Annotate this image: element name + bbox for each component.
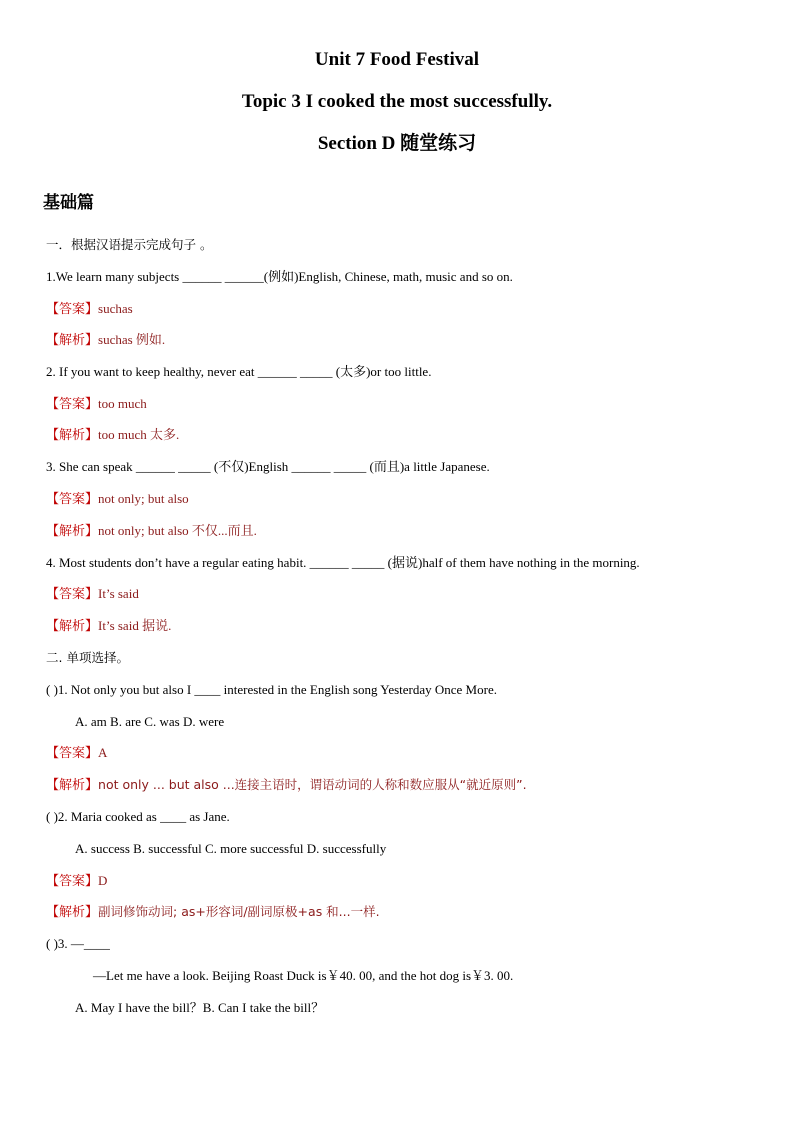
analysis-row-2 bbox=[46, 426, 179, 445]
section-title: Section D 随堂练习 bbox=[317, 133, 477, 154]
answer-text: D bbox=[98, 873, 108, 888]
part2-heading: 二. 单项选择。 bbox=[46, 650, 129, 665]
topic-title: Topic 3 I cooked the most successfully. bbox=[241, 91, 553, 112]
analysis-tag: 【解析】 bbox=[46, 333, 99, 348]
analysis-row-3 bbox=[46, 522, 257, 541]
analysis-tag: 【解析】 bbox=[46, 778, 99, 793]
mc-answer-row-2 bbox=[46, 872, 107, 891]
question-1: 1.We learn many subjects ______ ______(例如)English, Chinese, math, music and so on. bbox=[46, 269, 513, 284]
part1-heading: 一．根据汉语提示完成句子 。 bbox=[46, 237, 213, 252]
mc-options-1: A. am B. are C. was D. were bbox=[75, 714, 225, 729]
answer-text: A bbox=[98, 745, 108, 760]
analysis-tag: 【解析】 bbox=[46, 524, 99, 539]
mc-answer-row-1 bbox=[46, 744, 107, 763]
answer-tag: 【答案】 bbox=[46, 587, 99, 602]
question-4: 4. Most students don’t have a regular eating habit. ______ _____ (据说)half of them have nothing in the morning. bbox=[46, 555, 640, 570]
analysis-tag: 【解析】 bbox=[46, 428, 99, 443]
answer-text: too much bbox=[98, 396, 147, 411]
mc-question-3-reply: —Let me have a look. Beijing Roast Duck is￥40. 00, and the hot dog is￥3. 00. bbox=[93, 968, 514, 983]
analysis-text: not only ... but also ...连接主语时，谓语动词的人称和数应服从“就近原则”. bbox=[98, 777, 527, 792]
answer-row-1 bbox=[46, 300, 133, 319]
answer-tag: 【答案】 bbox=[46, 746, 99, 761]
answer-text: not only; but also bbox=[98, 491, 189, 506]
section-basic-heading: 基础篇 bbox=[43, 193, 94, 213]
analysis-text: not only; but also 不仅...而且. bbox=[98, 523, 257, 538]
answer-tag: 【答案】 bbox=[46, 492, 99, 507]
answer-row-4 bbox=[46, 585, 139, 604]
answer-tag: 【答案】 bbox=[46, 874, 99, 889]
mc-question-1: ( )1. Not only you but also I ____ interested in the English song Yesterday Once More. bbox=[46, 682, 497, 697]
answer-text: suchas bbox=[98, 301, 133, 316]
answer-row-3 bbox=[46, 490, 189, 509]
analysis-tag: 【解析】 bbox=[46, 905, 99, 920]
analysis-tag: 【解析】 bbox=[46, 619, 99, 634]
analysis-text: It’s said 据说. bbox=[98, 618, 172, 633]
answer-tag: 【答案】 bbox=[46, 302, 99, 317]
analysis-row-1 bbox=[46, 331, 165, 350]
mc-options-3: A. May I have the bill？B. Can I take the bill？ bbox=[75, 1000, 325, 1015]
analysis-text: 副词修饰动词; as+形容词/副词原极+as 和...一样. bbox=[98, 904, 380, 919]
analysis-text: too much 太多. bbox=[98, 427, 180, 442]
page-title: Unit 7 Food Festival bbox=[314, 49, 480, 70]
question-3: 3. She can speak ______ _____ (不仅)English ______ _____ (而且)a little Japanese. bbox=[46, 459, 490, 474]
mc-question-3: ( )3. —____ bbox=[46, 936, 110, 951]
mc-analysis-row-1 bbox=[46, 776, 527, 795]
answer-row-2 bbox=[46, 395, 147, 414]
answer-text: It’s said bbox=[98, 586, 139, 601]
answer-tag: 【答案】 bbox=[46, 397, 99, 412]
question-2: 2. If you want to keep healthy, never eat ______ _____ (太多)or too little. bbox=[46, 364, 432, 379]
analysis-row-4 bbox=[46, 617, 171, 636]
mc-analysis-row-2 bbox=[46, 903, 380, 922]
mc-question-2: ( )2. Maria cooked as ____ as Jane. bbox=[46, 809, 230, 824]
mc-options-2: A. success B. successful C. more successful D. successfully bbox=[75, 841, 387, 856]
analysis-text: suchas 例如. bbox=[98, 332, 166, 347]
